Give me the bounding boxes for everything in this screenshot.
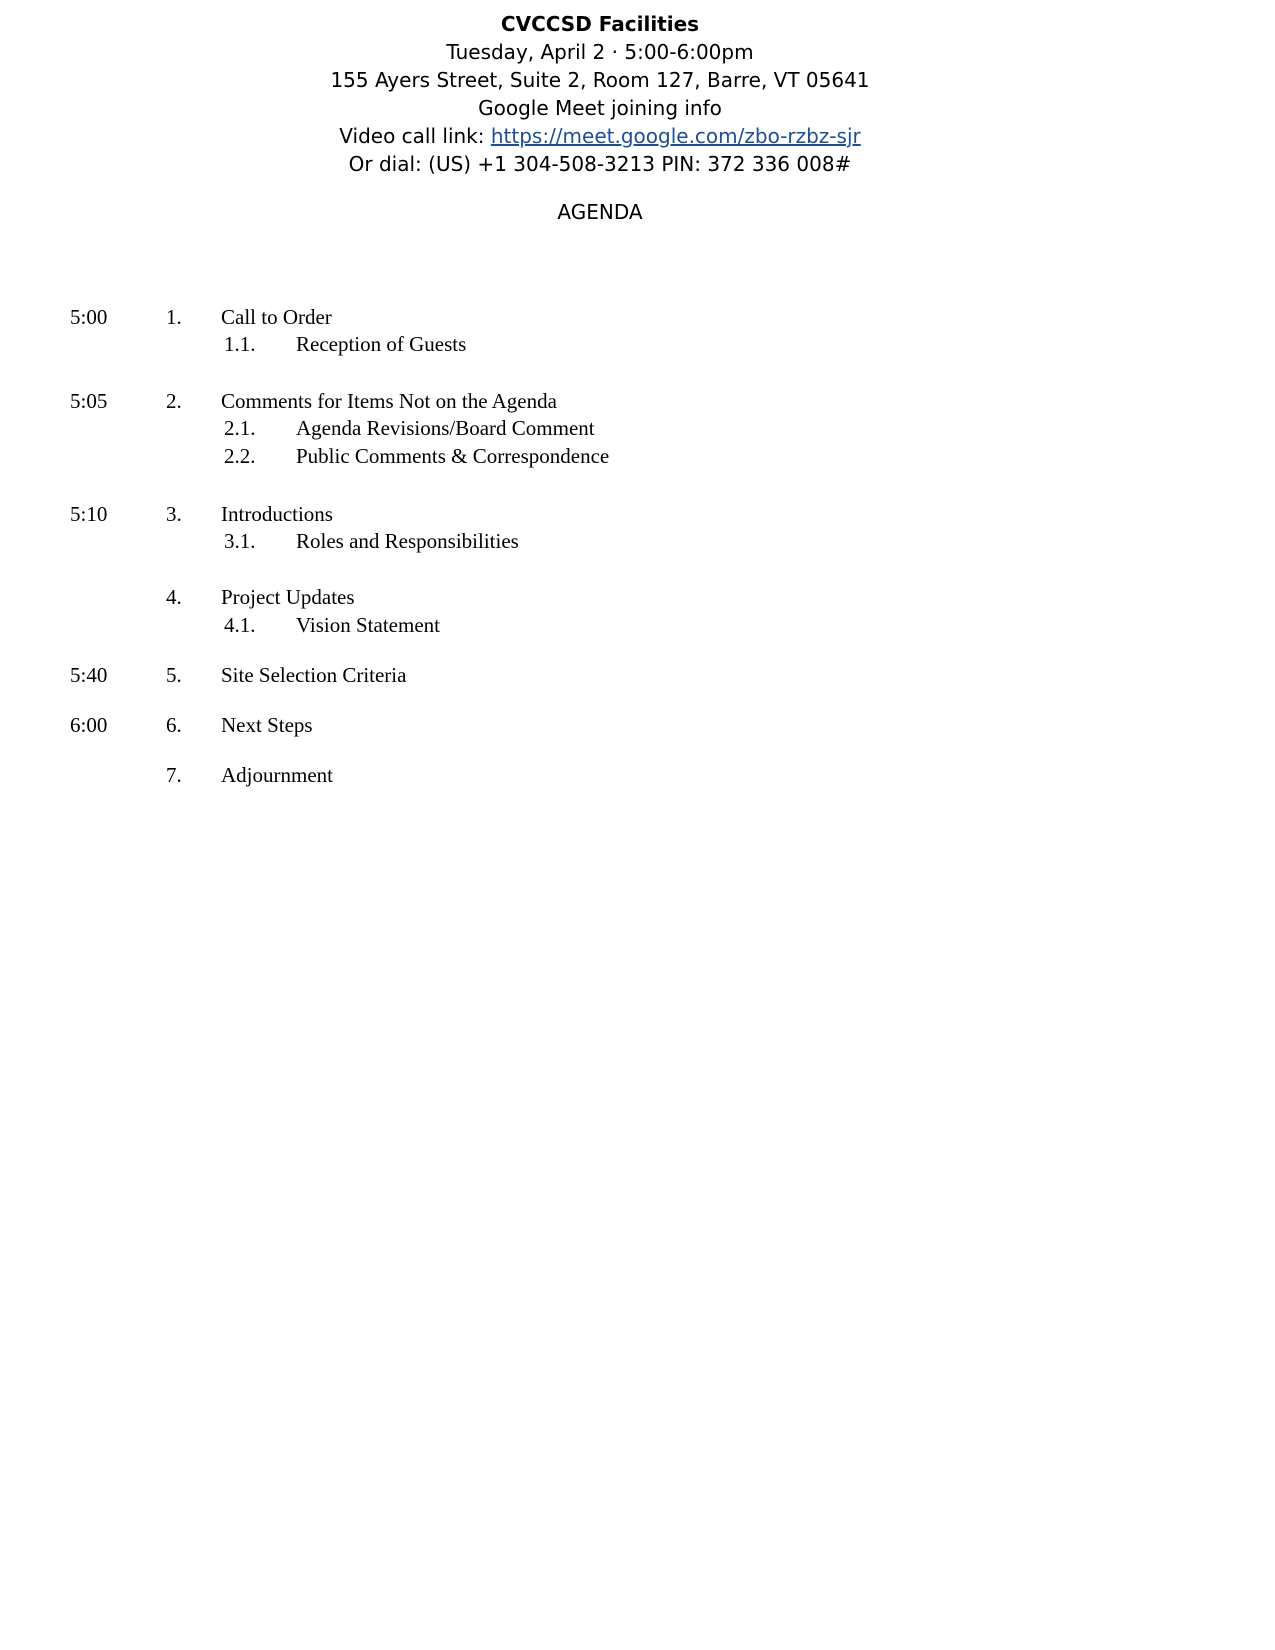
agenda-subitem-number: 2.2. bbox=[224, 444, 256, 468]
agenda-subitem-label: Roles and Responsibilities bbox=[296, 529, 519, 553]
agenda-item-label: Comments for Items Not on the Agenda bbox=[221, 389, 557, 413]
agenda-item-number: 6. bbox=[166, 713, 182, 737]
agenda-subitem-number: 1.1. bbox=[224, 332, 256, 356]
agenda-item-label: Introductions bbox=[221, 502, 333, 526]
agenda-item-number: 3. bbox=[166, 502, 182, 526]
agenda-subitem-label: Reception of Guests bbox=[296, 332, 467, 356]
agenda-subitem-label: Agenda Revisions/Board Comment bbox=[296, 416, 595, 440]
agenda-subitem-number: 3.1. bbox=[224, 529, 256, 553]
meeting-header bbox=[0, 10, 1200, 178]
agenda-item-label: Call to Order bbox=[221, 305, 332, 329]
agenda-item-number: 5. bbox=[166, 663, 182, 687]
video-call-line bbox=[0, 122, 1200, 150]
agenda-item-label: Project Updates bbox=[221, 585, 355, 609]
video-call-prefix: Video call link: bbox=[339, 124, 491, 148]
meet-joining-info: Google Meet joining info bbox=[478, 96, 722, 120]
agenda-item-label: Adjournment bbox=[221, 763, 333, 787]
meeting-datetime: Tuesday, April 2 · 5:00-6:00pm bbox=[446, 40, 754, 64]
agenda-item-label: Site Selection Criteria bbox=[221, 663, 407, 687]
video-call-link[interactable]: https://meet.google.com/zbo-rzbz-sjr bbox=[490, 124, 861, 148]
agenda-subitem-label: Public Comments & Correspondence bbox=[296, 444, 610, 468]
dial-in-info: Or dial: (US) +1 304-508-3213 PIN: 372 336 008# bbox=[348, 152, 852, 176]
meeting-title: CVCCSD Facilities bbox=[500, 12, 700, 36]
agenda-item-number: 4. bbox=[166, 585, 182, 609]
agenda-item-number: 2. bbox=[166, 389, 182, 413]
agenda-item-label: Next Steps bbox=[221, 713, 313, 737]
meeting-address: 155 Ayers Street, Suite 2, Room 127, Barre, VT 05641 bbox=[330, 68, 870, 92]
agenda-subitem-number: 2.1. bbox=[224, 416, 256, 440]
agenda-subitem-number: 4.1. bbox=[224, 613, 256, 637]
agenda-item-time: 5:10 bbox=[70, 502, 108, 526]
agenda-item-time: 6:00 bbox=[70, 713, 108, 737]
agenda-item-time: 5:00 bbox=[70, 305, 108, 329]
agenda-item-number: 7. bbox=[166, 763, 182, 787]
agenda-item-time: 5:05 bbox=[70, 389, 108, 413]
agenda-item-time: 5:40 bbox=[70, 663, 108, 687]
agenda-heading: AGENDA bbox=[557, 200, 643, 224]
agenda-item-number: 1. bbox=[166, 305, 182, 329]
agenda-subitem-label: Vision Statement bbox=[296, 613, 440, 637]
